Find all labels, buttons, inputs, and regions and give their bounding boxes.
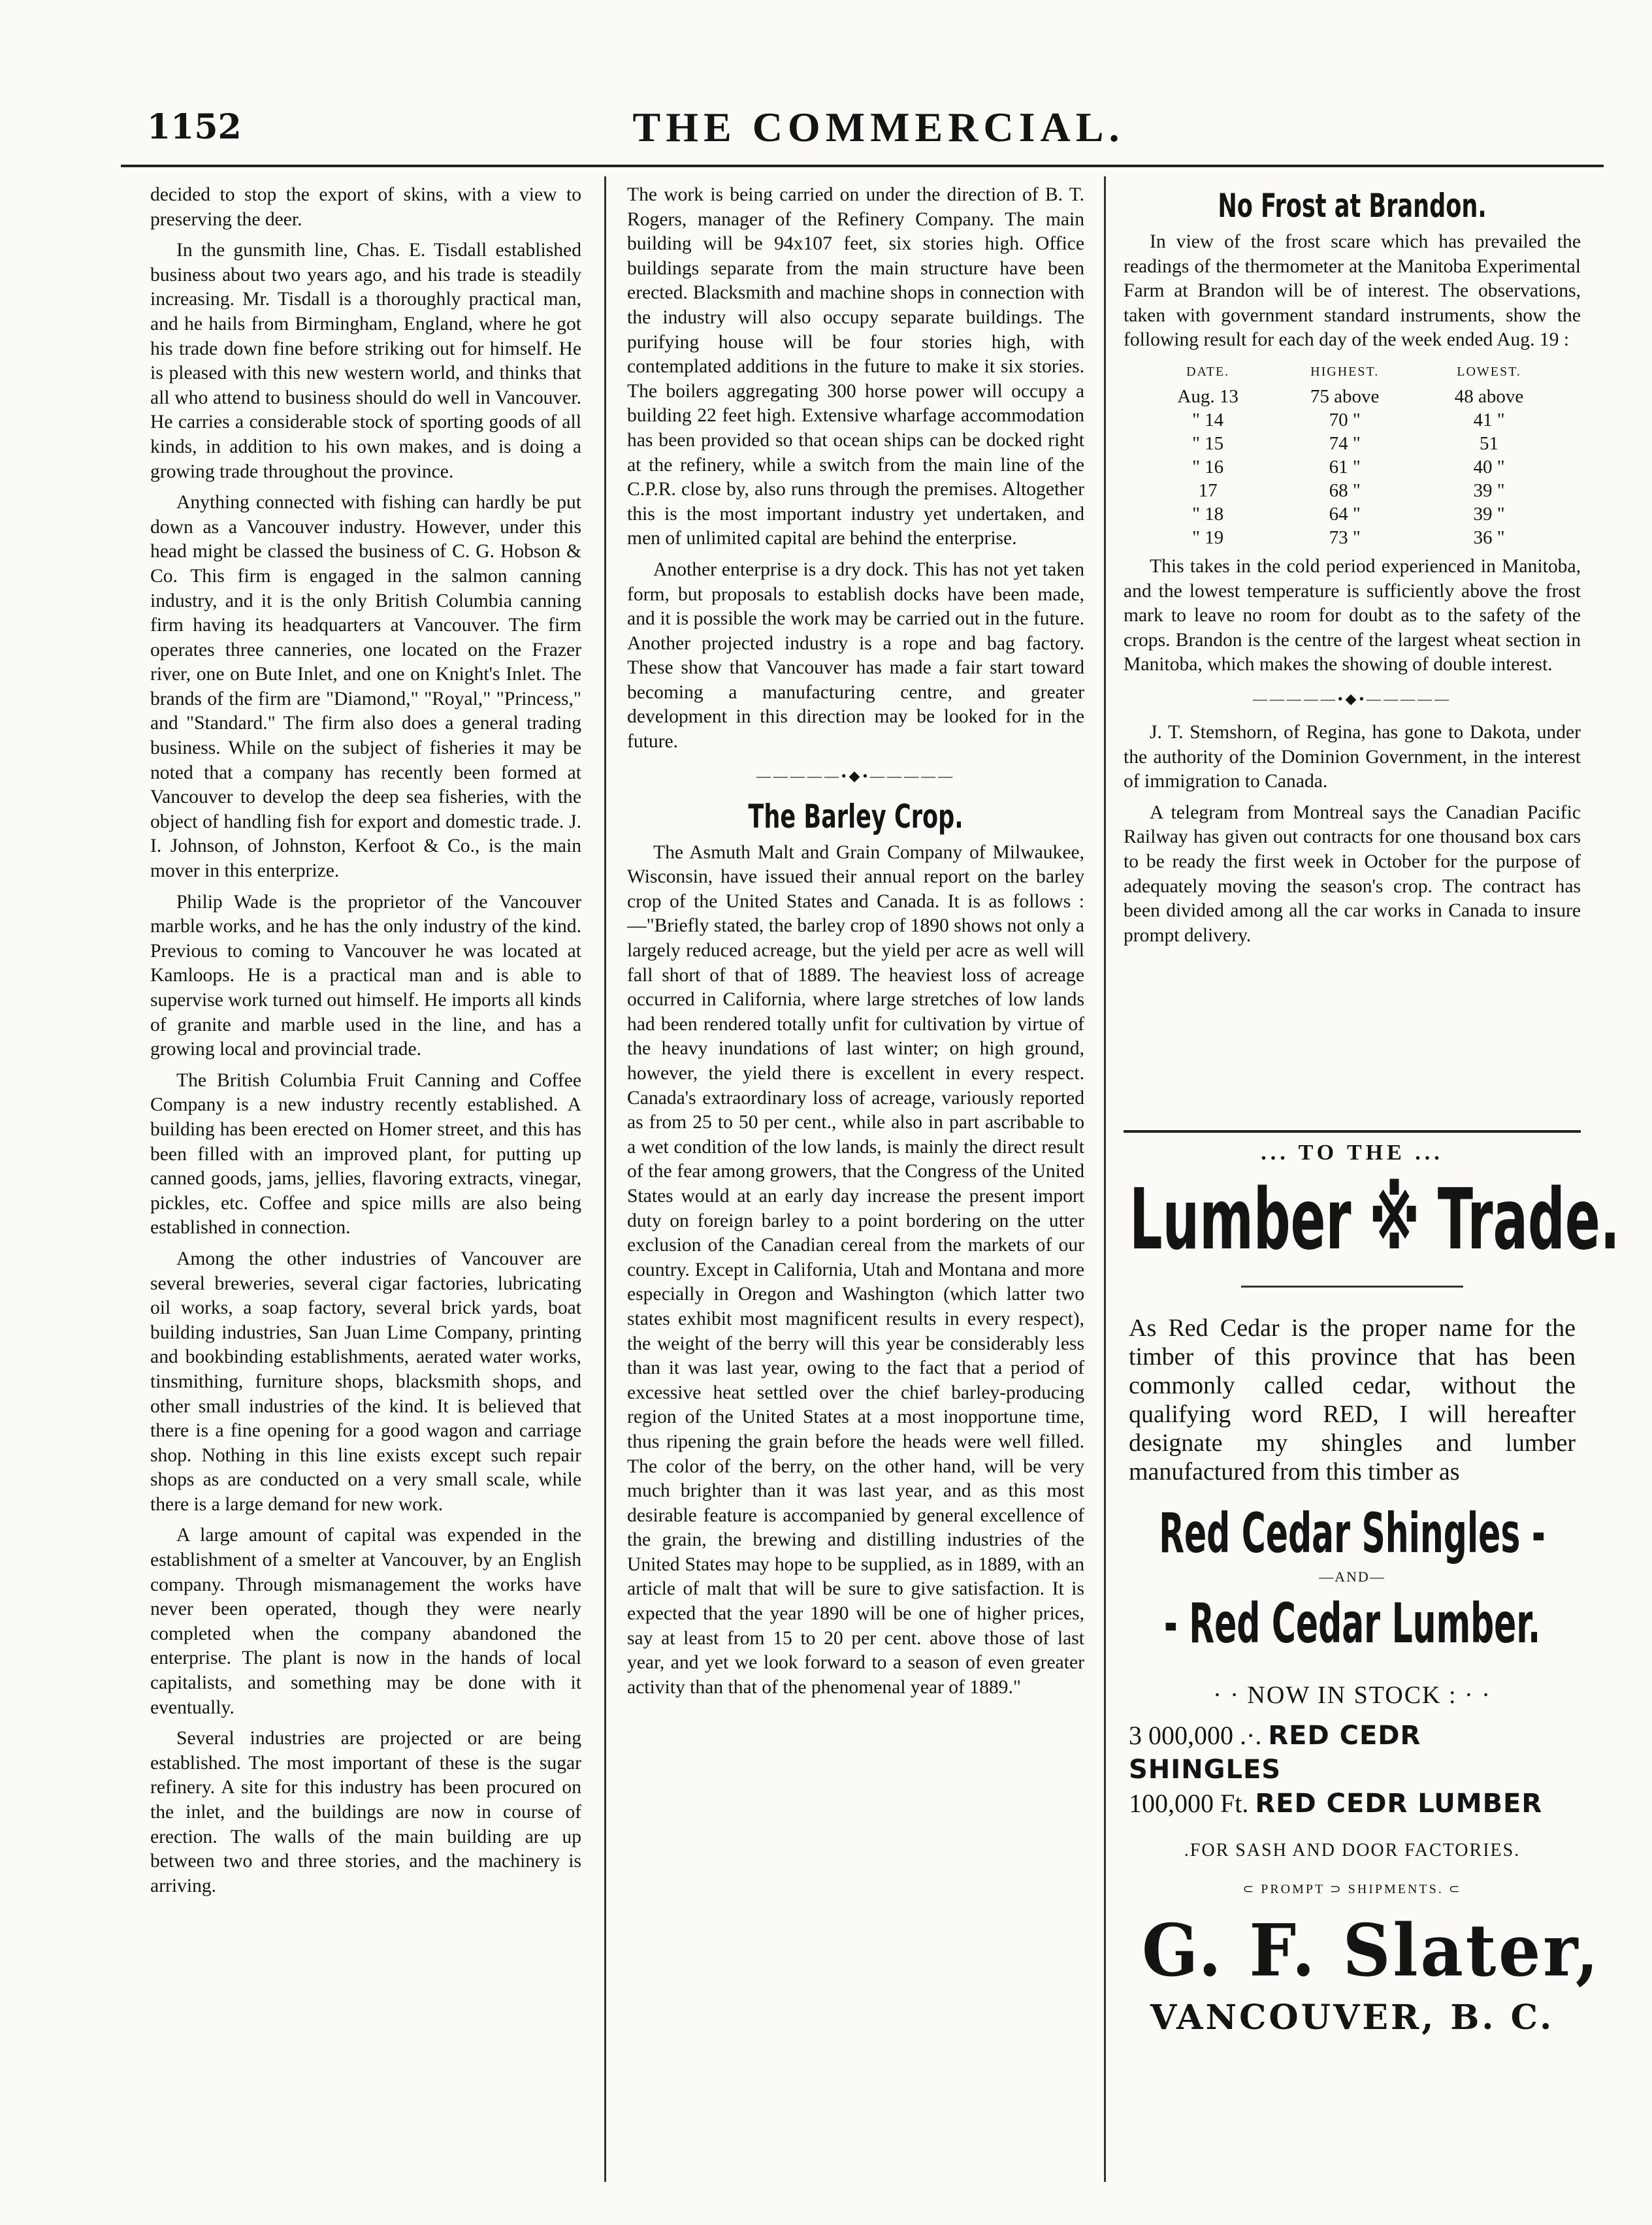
cell-lowest: 40 " <box>1473 456 1505 478</box>
cell-date: " 15 <box>1192 432 1224 454</box>
cell-date: " 18 <box>1192 503 1224 525</box>
cell-lowest: 41 " <box>1473 409 1505 430</box>
ad-merchant-name: G. F. Slater, <box>1142 1908 1601 1992</box>
page-number: 1152 <box>147 107 242 147</box>
paragraph: In view of the frost scare which has prevailed the readings of the thermometer at the Manitoba Experimental Farm at Brandon will be of interest. The observations, taken with government standard instruments, show the following result for each day of the week ended Aug. 19 : <box>1124 231 1581 351</box>
column-divider <box>1104 176 1106 2182</box>
ad-stock-line <box>1129 1719 1581 1787</box>
ornamental-separator: —————•◆•————— <box>756 767 956 784</box>
paragraph: A large amount of capital was expended in the establishment of a smelter at Vancouver, by an English company. Through mismanagement the works have never been operated, though they were nearly completed when the company abandoned the enterprise. The plant is now in the hands of local capitalists, and something may be done with it eventually. <box>150 1525 581 1718</box>
cell-highest: 74 " <box>1329 432 1361 454</box>
paragraph: In the gunsmith line, Chas. E. Tisdall established business about two years ago, and his trade is steadily increasing. Mr. Tisdall is a thoroughly practical man, and he hails from Birmingham, England, where he got his trade down fine before striking out for himself. He is pleased with this new western world, and thinks that all who attend to business should do well in Vancouver. He carries a considerable stock of sporting goods of all kinds, in addition to his own makes, and is doing a growing trade throughout the province. <box>150 240 581 482</box>
ad-quantity: 100,000 Ft. <box>1129 1789 1249 1818</box>
paragraph: Another enterprise is a dry dock. This has not yet taken form, but proposals to establish docks have been made, and it is possible the work may be carried out in the future. Another projected industry is a rope and bag factory. These show that Vancouver has made a fair start toward becoming a manufacturing centre, and greater development in this direction may be looked for in the future. <box>627 559 1084 753</box>
cell-highest: 75 above <box>1310 385 1380 407</box>
ad-and: —AND— <box>1319 1568 1385 1585</box>
ad-quantity: 3 000,000 .·. <box>1129 1721 1262 1750</box>
cell-lowest: 36 " <box>1473 527 1505 548</box>
table-header: LOWEST. <box>1457 364 1521 379</box>
paragraph: A telegram from Montreal says the Canadian Pacific Railway has given out contracts for one thousand box cars to be ready the first week in October for the purpose of adequately moving the season's crop. The contract has been divided among all the car works in Canada to insure prompt delivery. <box>1124 802 1581 946</box>
paragraph: Among the other industries of Vancouver are several breweries, several cigar factories, lubricating oil works, a soap factory, several brick yards, boat building industries, San Juan Lime Company, printing and bookbinding establishments, aerated water works, tinsmithing, furniture shops, blacksmith shops, and other small industries of the kind. It is believed that there is a fine opening for a good wagon and carriage shop. Nothing in this line exists except such repair shops as are conducted on a very small scale, while there is a large demand for new work. <box>150 1248 581 1515</box>
cell-lowest: 48 above <box>1454 385 1524 407</box>
column-divider <box>604 176 606 2182</box>
masthead-rule <box>121 165 1604 167</box>
paragraph: Philip Wade is the proprietor of the Vancouver marble works, and he has the only industry of the kind. Previous to coming to Vancouver he was located at Kamloops. He is a practical man and is able to supervise work turned out himself. He imports all kinds of granite and marble used in the line, and has a growing local and provincial trade. <box>150 891 582 1060</box>
lumber-advertisement <box>1124 1130 1620 2188</box>
cell-highest: 61 " <box>1329 456 1361 478</box>
ad-top-rule <box>1124 1130 1581 1133</box>
cell-date: " 14 <box>1192 409 1224 430</box>
cell-lowest: 39 " <box>1473 479 1505 501</box>
cell-date: " 19 <box>1192 527 1224 548</box>
masthead <box>121 98 1604 158</box>
article-heading-frost: No Frost at Brandon. <box>1218 187 1487 225</box>
cell-lowest: 39 " <box>1473 503 1505 525</box>
table-row <box>1143 385 1561 408</box>
ad-shipments: ⊂ PROMPT ⊃ SHIPMENTS. ⊂ <box>1242 1882 1462 1896</box>
ad-product-shingles: Red Cedar Shingles - <box>1159 1501 1546 1565</box>
ad-factories: .FOR SASH AND DOOR FACTORIES. <box>1184 1840 1521 1860</box>
cell-lowest: 51 <box>1480 432 1499 454</box>
ad-headline: Lumber ※ Trade. <box>1129 1171 1620 1269</box>
column-2 <box>627 183 1084 1706</box>
column-1 <box>150 183 581 1905</box>
cell-highest: 64 " <box>1329 503 1361 525</box>
cell-date: " 16 <box>1192 456 1224 478</box>
table-header: DATE. <box>1186 364 1230 379</box>
paragraph: The British Columbia Fruit Canning and Coffee Company is a new industry recently established. A building has been erected on Homer street, and this has been filled with an improved plant, for putting up canned goods, jams, jellies, flavoring extracts, vinegar, pickles, etc. Coffee and spice mills are also being established in connection. <box>150 1069 581 1239</box>
ad-product-lumber: - Red Cedar Lumber. <box>1163 1591 1541 1655</box>
ad-stock-line <box>1129 1787 1581 1821</box>
article-heading-barley: The Barley Crop. <box>748 797 964 836</box>
table-row <box>1143 502 1561 526</box>
paragraph: The Asmuth Malt and Grain Company of Milwaukee, Wisconsin, have issued their annual report on the barley crop of the United States and Canada. It is as follows :—"Briefly stated, the barley crop of 1890 shows not only a largely reduced acreage, but the yield per acre as well will fall short of that of 1889. The heaviest loss of acreage occurred in California, where large stretches of low lands had been rendered totally unfit for cultivation by virtue of the heavy inundations of last winter; on high ground, however, the yield there is excellent in every respect. Canada's extraordinary loss of acreage, variously reported as from 25 to 50 per cent., while also in part ascribable to a wet condition of the low lands, is mainly the direct result of the fear among growers, that the Congress of the United States would at an early day increase the present import duty on foreign barley to a point bordering on the utter exclusion of the Canadian cereal from the markets of our country. Except in California, Utah and Montana and more especially in Oregon and Washington (which latter two states exhibit most magnificent results in every respect), the weight of the berry will this year be considerably less than it was last year, owing to the fact that a period of excessive heat settled over the chief barley-producing region of the United States at a most inopportune time, thus ripening the grain before the heads were well filled. The color of the berry, on the other hand, will be very much brighter than it was last year, and as this most desirable feature is accompanied by general excellence of the grain, the brewing and distilling industries of the United States may hope to be supplied, as in 1889, with an article of malt that will be sure to give satisfaction. It is expected that the year 1890 will be one of higher prices, say at least from 15 to 20 per cent. above those of last year, and yet we look forward to a season of even greater activity than that of the phenomenal year of 1889." <box>627 841 1084 1698</box>
paragraph: Several industries are projected or are being established. The most important of these is the sugar refinery. A site for this industry has been procured on the inlet, and the buildings are now in course of erection. The walls of the main building are up between two and three stories, and the machinery is arriving. <box>150 1728 581 1896</box>
ad-to-the: ... TO THE ... <box>1261 1141 1444 1165</box>
paragraph: Anything connected with fishing can hardly be put down as a Vancouver industry. However, under this head might be classed the business of C. G. Hobson & Co. This firm is engaged in the salmon canning industry, and it is the only British Columbia canning firm having its headquarters at Vancouver. The firm operates three canneries, one located on the Frazer river, one on Bute Inlet, and one on Knight's Inlet. The brands of the firm are "Diamond," "Royal," "Princess," and "Standard." The firm also does a general trading business. While on the subject of fisheries it may be noted that a company has recently been formed at Vancouver to develop the deep sea fisheries, with the object of handling fish for export and domestic trade. J. I. Johnson, of Johnston, Kerfoot & Co., is the main mover in this enterprize. <box>150 492 581 882</box>
table-row <box>1143 432 1561 455</box>
paragraph: The work is being carried on under the direction of B. T. Rogers, manager of the Refinery Company. The main building will be 94x107 feet, six stories high. Office buildings separate from the main structure have been erected. Blacksmith and machine shops in connection with the industry will also occupy separate buildings. The purifying house will be four stories high, with contemplated additions in the future to make it six stories. The boilers aggregating 300 horse power will occupy a building 22 feet high. Extensive wharfage accommodation has been provided so that ocean ships can be docked right at the refinery, while a switch from the main line of the C.P.R. close by, also runs through the premises. Altogether this is the most important industry yet undertaken, and men of unlimited capital are behind the enterprise. <box>627 184 1084 549</box>
newspaper-title: THE COMMERCIAL. <box>632 104 1125 150</box>
ad-now-in-stock: · · NOW IN STOCK : · · <box>1213 1681 1491 1709</box>
table-row <box>1143 479 1561 502</box>
table-header: HIGHEST. <box>1310 364 1380 379</box>
cell-highest: 70 " <box>1329 409 1361 430</box>
table-row <box>1143 526 1561 549</box>
cell-highest: 68 " <box>1329 479 1361 501</box>
ad-body-text: As Red Cedar is the proper name for the timber of this province that has been commonly called cedar, without the qualifying word RED, I will hereafter designate my shingles and lumber manufactured from this timber as <box>1129 1314 1576 1486</box>
paragraph: decided to stop the export of skins, with a view to preserving the deer. <box>150 184 581 230</box>
ornamental-separator: —————•◆•————— <box>1252 690 1452 707</box>
ad-divider <box>1241 1286 1463 1288</box>
cell-date: 17 <box>1198 479 1218 501</box>
paragraph: This takes in the cold period experienced in Manitoba, and the lowest temperature is sufficiently above the frost mark to leave no room for doubt as to the safety of the crops. Brandon is the centre of the largest wheat section in Manitoba, which makes the showing of double interest. <box>1124 555 1581 675</box>
column-3 <box>1124 183 1581 954</box>
ad-item: RED CEDR SHINGLES <box>1129 1721 1421 1785</box>
ad-city: VANCOUVER, B. C. <box>1150 1998 1555 2038</box>
paragraph: J. T. Stemshorn, of Regina, has gone to Dakota, under the authority of the Dominion Government, in the interest of immigration to Canada. <box>1124 721 1581 792</box>
cell-date: Aug. 13 <box>1177 385 1239 407</box>
table-row <box>1143 408 1561 432</box>
cell-highest: 73 " <box>1329 527 1361 548</box>
ad-item: RED CEDR LUMBER <box>1255 1789 1543 1819</box>
temperature-table <box>1143 359 1561 549</box>
table-row <box>1143 455 1561 479</box>
